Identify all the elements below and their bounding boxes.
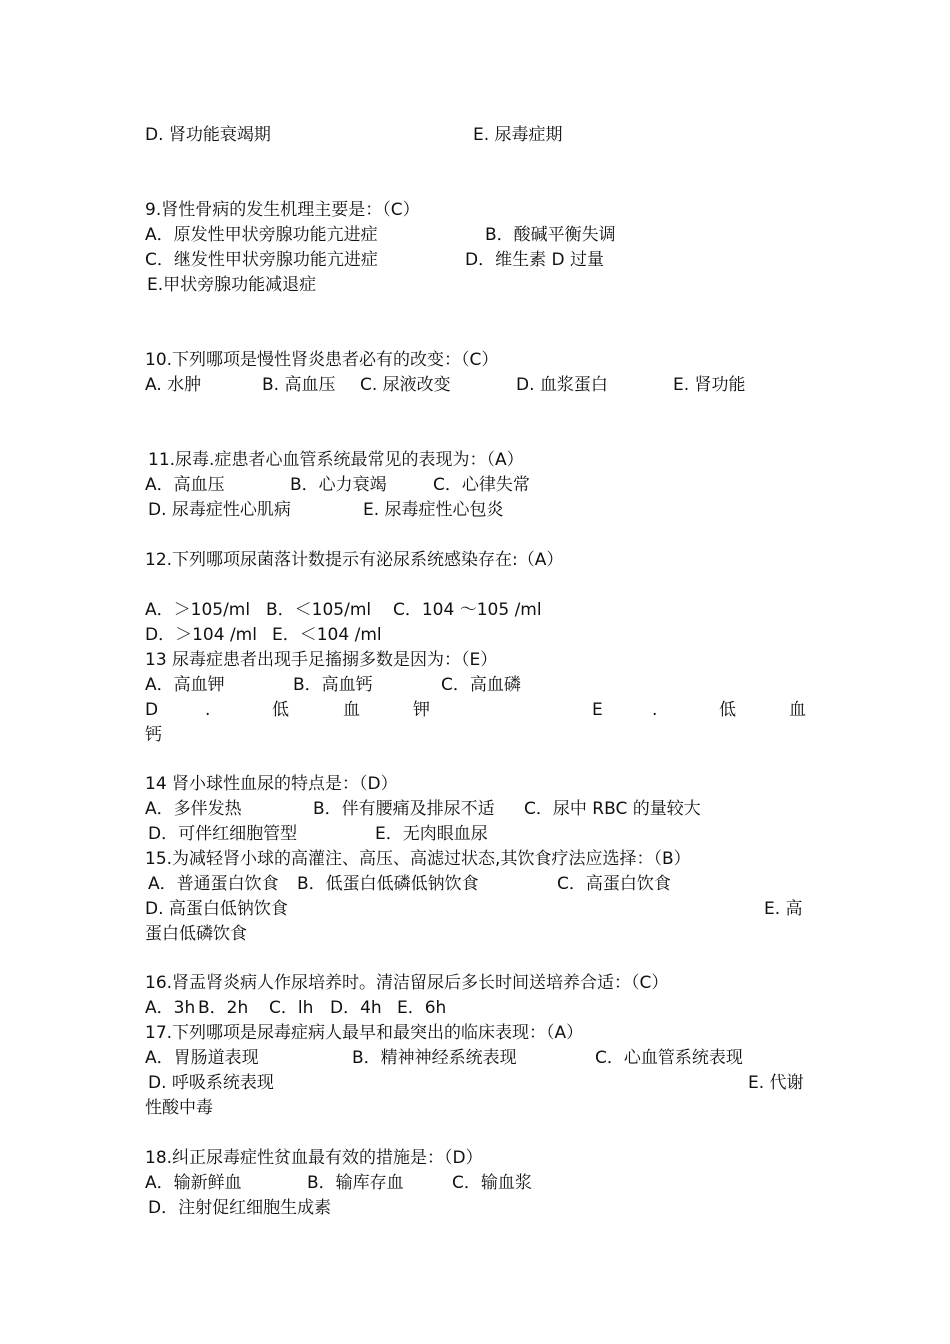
q12-stem-text: 12.下列哪项尿菌落计数提示有泌尿系统感染存在:（A） [145,550,564,570]
q13-option-d-char-2: 血 [343,700,360,720]
q17-option-a: A．胃肠道表现 [145,1048,259,1068]
q18-option-c: C．输血浆 [452,1173,532,1193]
q18-option-b: B．输库存血 [307,1173,404,1193]
q13-option-b: B．高血钙 [293,675,373,695]
q15-option-d: D. 高蛋白低钠饮食 [145,899,288,919]
q9-option-d: D．维生素 D 过量 [465,250,604,270]
q16-option-b: B．2h [198,998,249,1018]
q18-option-a: A．输新鲜血 [145,1173,242,1193]
q10-option-a: A. 水肿 [145,375,202,395]
q13-option-c: C．高血磷 [441,675,521,695]
q16-option-e: E．6h [397,998,447,1018]
q17-option-e-head: E. 代谢 [748,1073,804,1093]
q14-stem-text: 14 肾小球性血尿的特点是：（D） [145,774,398,794]
q13-option-e-tail: 钙 [145,725,162,745]
q11-option-b: B．心力衰竭 [290,475,387,495]
q16-stem-text: 16.肾盂肾炎病人作尿培养时。清洁留尿后多长时间送培养合适：（C） [145,973,669,993]
q10-stem-text: 10.下列哪项是慢性肾炎患者必有的改变：（C） [145,350,499,370]
q18-option-d: D．注射促红细胞生成素 [148,1198,332,1218]
q13-option-d-char-1: 低 [272,700,289,720]
q13-stem-text: 13 尿毒症患者出现手足搐搦多数是因为：（E） [145,650,498,670]
q17-option-b: B．精神神经系统表现 [352,1048,517,1068]
q11-option-c: C．心律失常 [433,475,530,495]
q10-option-b: B. 高血压 [262,375,336,395]
q9-option-b: B．酸碱平衡失调 [485,225,616,245]
q9-stem-text: 9.肾性骨病的发生机理主要是：（C） [145,200,420,220]
q13-option-e-char-1: 低 [719,700,736,720]
q9-option-e: E.甲状旁腺功能减退症 [147,275,317,295]
q15-option-e-head: E. 高 [764,899,803,919]
q13-option-e-letter: E [592,700,603,720]
q18-stem-text: 18.纠正尿毒症性贫血最有效的措施是：（D） [145,1148,483,1168]
q10-option-d: D. 血浆蛋白 [516,375,608,395]
q15-option-e-tail: 蛋白低磷饮食 [145,924,247,944]
q13-option-e-char-2: 血 [789,700,806,720]
q13-option-d-letter: D [145,700,159,720]
q16-option-d: D．4h [330,998,382,1018]
q11-option-a: A．高血压 [145,475,225,495]
q15-option-a: A．普通蛋白饮食 [148,874,279,894]
q14-option-b: B．伴有腰痛及排尿不适 [313,799,495,819]
q12-option-a: A．＞105/ml [145,600,251,620]
q13-option-a: A．高血钾 [145,675,225,695]
q8-option-e: E. 尿毒症期 [473,125,563,145]
q16-option-a: A．3h [145,998,196,1018]
q16-option-c: C．lh [269,998,314,1018]
q14-option-d: D．可伴红细胞管型 [148,824,298,844]
q9-option-c: C．继发性甲状旁腺功能亢进症 [145,250,378,270]
q13-option-d-char-3: 钾 [413,700,430,720]
q17-option-e-tail: 性酸中毒 [145,1098,213,1118]
q14-option-a: A．多伴发热 [145,799,242,819]
q9-option-a: A．原发性甲状旁腺功能亢进症 [145,225,378,245]
q17-option-d: D. 呼吸系统表现 [148,1073,274,1093]
q15-option-c: C．高蛋白饮食 [557,874,671,894]
q12-option-d: D．＞104 /ml [145,625,257,645]
q11-stem-text: 11.尿毒.症患者心血管系统最常见的表现为：（A） [148,450,524,470]
q13-option-d-dot: . [205,700,211,720]
q12-option-c: C．104 ～105 /ml [393,600,542,620]
q15-stem-text: 15.为减轻肾小球的高灌注、高压、高滤过状态,其饮食疗法应选择：（B） [145,849,691,869]
q14-option-c: C．尿中 RBC 的量较大 [524,799,701,819]
q12-option-e: E．＜104 /ml [272,625,382,645]
q13-option-e-dot: . [652,700,658,720]
q17-option-c: C．心血管系统表现 [595,1048,743,1068]
q14-option-e: E．无肉眼血尿 [375,824,488,844]
q12-option-b: B．＜105/ml [266,600,372,620]
q11-option-e: E. 尿毒症性心包炎 [363,500,504,520]
q11-option-d: D. 尿毒症性心肌病 [148,500,291,520]
q8-option-d: D. 肾功能衰竭期 [145,125,271,145]
q17-stem-text: 17.下列哪项是尿毒症病人最早和最突出的临床表现：（A） [145,1023,584,1043]
q15-option-b: B．低蛋白低磷低钠饮食 [297,874,479,894]
q10-option-c: C. 尿液改变 [360,375,451,395]
q10-option-e: E. 肾功能 [673,375,746,395]
